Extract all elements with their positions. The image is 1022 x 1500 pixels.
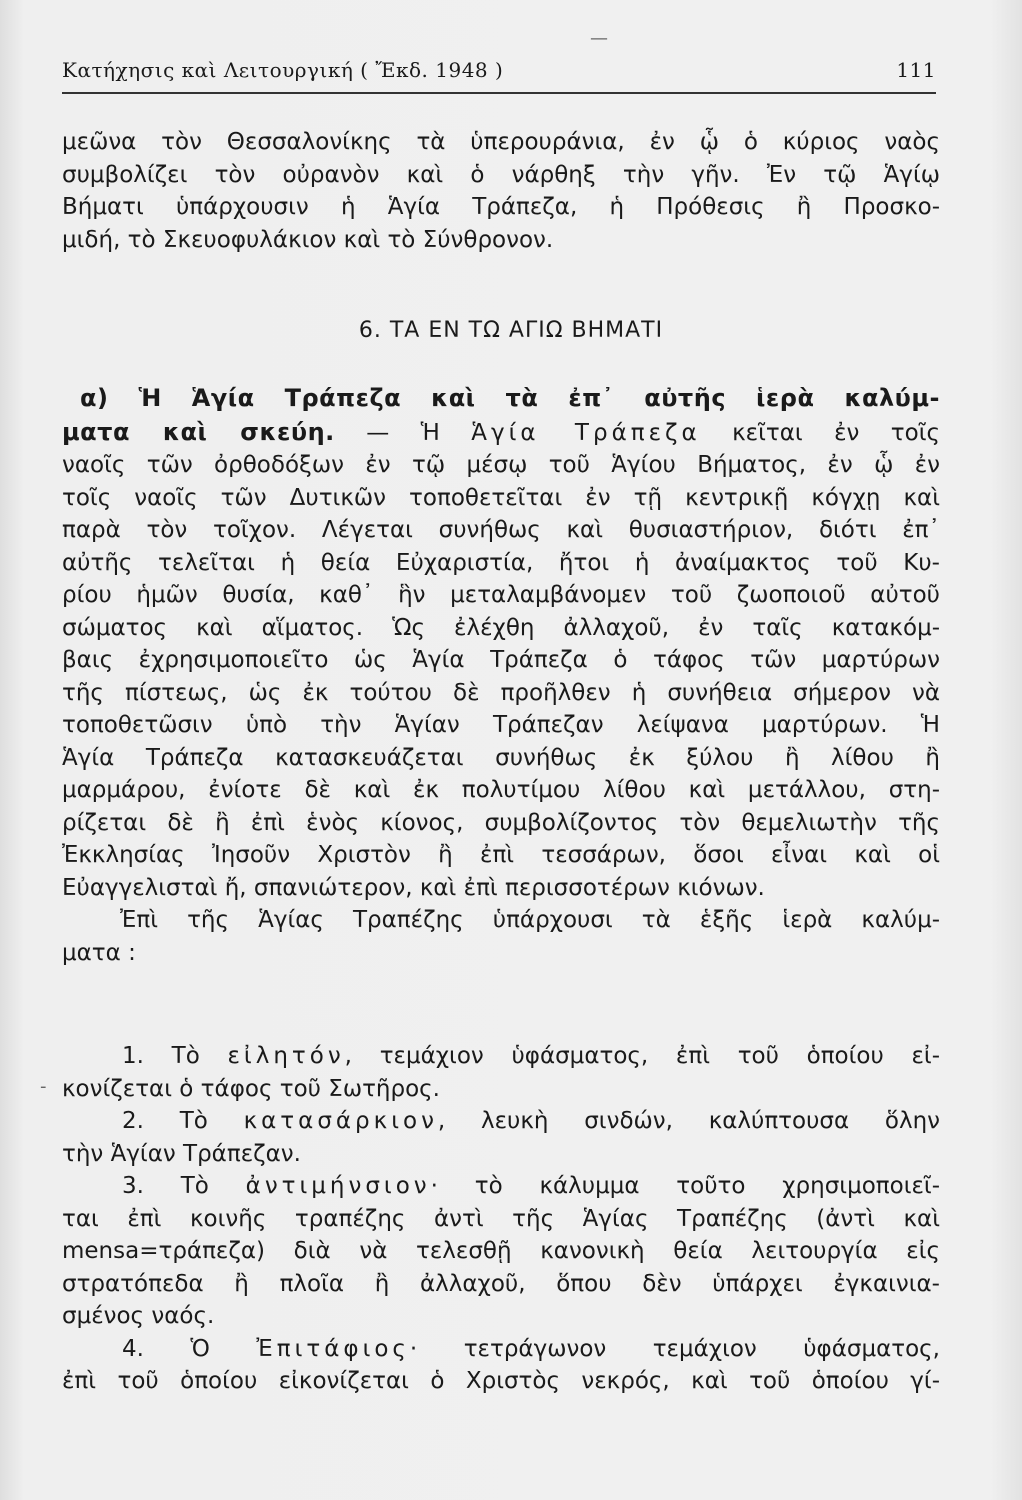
intro-paragraph	[62, 126, 940, 256]
print-mark: -	[40, 1076, 47, 1097]
section-heading: 6. ΤΑ ΕΝ ΤΩ ΑΓΙΩ ΒΗΜΑΤΙ	[358, 318, 664, 343]
text-line: μαρμάρου, ἐνίοτε δὲ καὶ ἐκ πολυτίμου λίθου καὶ μετάλλου, στη-	[62, 777, 940, 803]
text-line: βαις ἐχρησιμοποιεῖτο ὡς Ἁγία Τράπεζα ὁ τάφος τῶν μαρτύρων	[62, 647, 940, 673]
list-item	[62, 1170, 940, 1203]
text-line: ρίζεται δὲ ἢ ἐπὶ ἑνὸς κίονος, συμβολίζοντος τὸν θεμελιωτὴν τῆς	[62, 809, 940, 836]
subsection-title-text: α) Ἡ Ἁγία Τράπεζα καὶ τὰ ἐπ᾽ αὐτῆς ἱερὰ καλύμ-	[80, 384, 940, 412]
text-line: ται ἐπὶ κοινῆς τραπέζης ἀντὶ τῆς Ἁγίας Τραπέζης (ἀντὶ καὶ	[62, 1205, 940, 1232]
page-number: 111	[896, 58, 936, 82]
item-term: κατασάρκιον	[243, 1108, 438, 1134]
running-header	[62, 58, 936, 82]
text-line: Ἁγία Τράπεζα κατασκευάζεται συνήθως ἐκ ξύλου ἢ λίθου ἢ	[62, 744, 940, 771]
text-line: mensa=τράπεζα) διὰ νὰ τελεσθῇ κανονικὴ θεία λειτουργία εἰς	[62, 1238, 940, 1264]
item-term: ἀντιμήνσιον	[245, 1173, 431, 1199]
subsection-title-end: ματα καὶ σκεύη.	[62, 417, 335, 446]
text-line: τοποθετῶσιν ὑπὸ τὴν Ἁγίαν Τράπεζαν λείψανα μαρτύρων. Ἡ	[62, 712, 940, 738]
text-line: ρίου ἡμῶν θυσία, καθ᾽ ἣν μεταλαμβάνομεν τοῦ ζωοποιοῦ αὐτοῦ	[62, 582, 940, 608]
text-line: Ἐπὶ τῆς Ἁγίας Τραπέζης ὑπάρχουσι τὰ ἑξῆς ἱερὰ καλύμ-	[120, 907, 940, 933]
subsection-paragraph	[62, 382, 940, 969]
item-text: · τετράγωνον τεμάχιον ὑφάσματος,	[409, 1335, 940, 1362]
list-item	[62, 1040, 940, 1073]
text-line: κονίζεται ὁ τάφος τοῦ Σωτῆρος.	[62, 1075, 440, 1102]
dash-text: — Ἡ	[334, 419, 472, 446]
item-term: εἰλητόν	[227, 1043, 345, 1069]
running-title: Κατήχησις καὶ Λειτουργική ( Ἔκδ. 1948 )	[62, 58, 504, 82]
text-line: τοῖς ναοῖς τῶν Δυτικῶν τοποθετεῖται ἐν τῇ κεντρικῇ κόγχῃ καὶ	[62, 484, 940, 511]
covers-list	[62, 1040, 940, 1398]
text-line: ναοῖς τῶν ὀρθοδόξων ἐν τῷ μέσῳ τοῦ Ἁγίου Βήματος, ἐν ᾧ ἐν	[62, 452, 940, 478]
print-mark: —	[590, 28, 608, 49]
item-text: , λευκὴ σινδών, καλύπτουσα ὅλην	[437, 1108, 940, 1134]
item-number: 2. Τὸ	[122, 1108, 244, 1134]
item-text: · τὸ κάλυμμα τοῦτο χρησιμοποιεῖ-	[430, 1173, 940, 1199]
item-number: 4. Ὁ	[122, 1335, 257, 1362]
text-line: μεῶνα τὸν Θεσσαλονίκης τὰ ὑπερουράνια, ἐν ᾧ ὁ κύριος ναὸς	[62, 129, 940, 155]
text-line: τῆς πίστεως, ὡς ἐκ τούτου δὲ προῆλθεν ἡ συνήθεια σήμερον νὰ	[62, 679, 940, 706]
text-line: συμβολίζει τὸν οὐρανὸν καὶ ὁ νάρθηξ τὴν γῆν. Ἐν τῷ Ἁγίῳ	[62, 161, 940, 188]
text-line	[62, 416, 940, 450]
text-line: ἐπὶ τοῦ ὁποίου εἰκονίζεται ὁ Χριστὸς νεκρός, καὶ τοῦ ὁποίου γί-	[62, 1368, 940, 1394]
text-line: μιδή, τὸ Σκευοφυλάκιον καὶ τὸ Σύνθρονον.	[62, 226, 554, 253]
text-line: Ἐκκλησίας Ἰησοῦν Χριστὸν ἢ ἐπὶ τεσσάρων, ὅσοι εἶναι καὶ οἱ	[62, 842, 940, 868]
text-line: σώματος καὶ αἵματος. Ὡς ἐλέχθη ἀλλαχοῦ, ἐν ταῖς κατακόμ-	[62, 614, 940, 641]
text-line: στρατόπεδα ἢ πλοῖα ἢ ἀλλαχοῦ, ὅπου δὲν ὑπάρχει ἐγκαινια-	[62, 1270, 940, 1297]
line-rest: κεῖται ἐν τοῖς	[700, 419, 940, 446]
item-term: Ἐπιτάφιος	[256, 1335, 410, 1362]
text-line: Εὐαγγελισταὶ ἤ, σπανιώτερον, καὶ ἐπὶ περισσοτέρων κιόνων.	[62, 874, 765, 901]
item-text: , τεμάχιον ὑφάσματος, ἐπὶ τοῦ ὁποίου εἰ-	[344, 1043, 940, 1069]
item-number: 1. Τὸ	[122, 1043, 228, 1069]
header-rule	[62, 92, 936, 94]
text-line: Βήματι ὑπάρχουσιν ἡ Ἁγία Τράπεζα, ἡ Πρόθεσις ἢ Προσκο-	[62, 194, 940, 220]
item-number: 3. Τὸ	[122, 1173, 246, 1199]
text-line: σμένος ναός.	[62, 1303, 215, 1329]
list-item	[62, 1333, 940, 1366]
spaced-term: Ἁγία Τράπεζα	[471, 419, 701, 446]
text-line: παρὰ τὸν τοῖχον. Λέγεται συνήθως καὶ θυσιαστήριον, διότι ἐπ᾽	[62, 517, 940, 543]
list-item	[62, 1105, 940, 1138]
text-line: αὐτῆς τελεῖται ἡ θεία Εὐχαριστία, ἤτοι ἡ ἀναίμακτος τοῦ Κυ-	[62, 549, 940, 576]
text-line: τὴν Ἁγίαν Τράπεζαν.	[62, 1140, 301, 1167]
text-line: ματα :	[62, 939, 136, 966]
subsection-title	[62, 382, 940, 416]
